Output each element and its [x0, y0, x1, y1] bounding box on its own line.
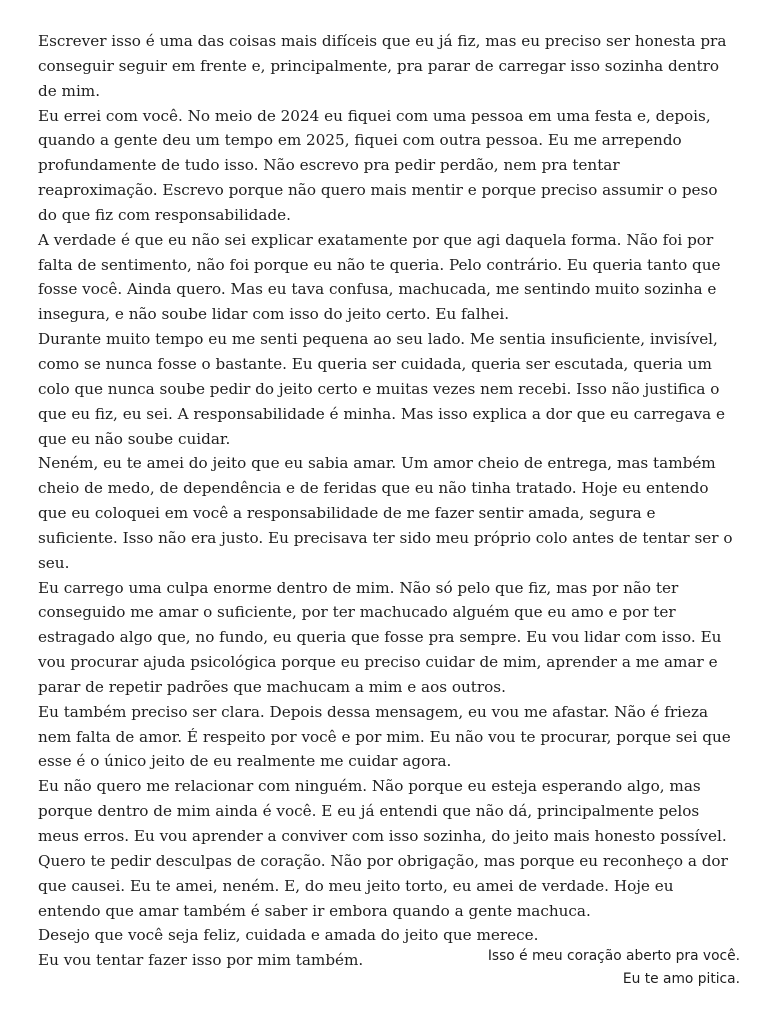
paragraph: Escrever isso é uma das coisas mais difíceis que eu já fiz, mas eu preciso ser honesta pra conseguir seguir em frente e, principalmente, pra parar de carregar isso sozinha dentro de mim. [38, 32, 727, 100]
signoff-line: Isso é meu coração aberto pra você. [487, 948, 740, 964]
paragraph: Desejo que você seja feliz, cuidada e amada do jeito que merece. [38, 926, 539, 945]
letter-body [38, 29, 738, 973]
signoff [488, 945, 740, 991]
paragraph: Eu carrego uma culpa enorme dentro de mim. Não só pelo que fiz, mas por não ter conseguido me amar o suficiente, por ter machucado alguém que eu amo e por ter estragado algo que, no fundo, eu queria que fosse pra sempre. Eu vou lidar com isso. Eu vou procurar ajuda psicológica porque eu preciso cuidar de mim, aprender a me amar e parar de repetir padrões que machucam a mim e aos outros. [38, 578, 722, 696]
paragraph: Eu vou tentar fazer isso por mim também. [38, 951, 364, 970]
paragraph: Eu também preciso ser clara. Depois dessa mensagem, eu vou me afastar. Não é frieza nem falta de amor. É respeito por você e por mim. Eu não vou te procurar, porque sei que esse é o único jeito de eu realmente me cuidar agora. [38, 702, 731, 771]
signoff-line: Eu te amo pitica. [622, 971, 740, 987]
paragraph: Eu errei com você. No meio de 2024 eu fiquei com uma pessoa em uma festa e, depois, quando a gente deu um tempo em 2025, fiquei com outra pessoa. Eu me arrependo profundamente de tudo isso. Não escrevo pra pedir perdão, nem pra tentar reaproximação. Escrevo porque não quero mais mentir e porque preciso assumir o peso do que fiz com responsabilidade. [38, 106, 718, 224]
paragraph: Durante muito tempo eu me senti pequena ao seu lado. Me sentia insuficiente, invisível, como se nunca fosse o bastante. Eu queria ser cuidada, queria ser escutada, queria um colo que nunca soube pedir do jeito certo e muitas vezes nem recebi. Isso não justifica o que eu fiz, eu sei. A responsabilidade é minha. Mas isso explica a dor que eu carregava e que eu não soube cuidar. [38, 330, 725, 448]
paragraph: Neném, eu te amei do jeito que eu sabia amar. Um amor cheio de entrega, mas também cheio de medo, de dependência e de feridas que eu não tinha tratado. Hoje eu entendo que eu coloquei em você a responsabilidade de me fazer sentir amada, segura e suficiente. Isso não era justo. Eu precisava ter sido meu próprio colo antes de tentar ser o seu. [38, 454, 733, 572]
paragraph: Eu não quero me relacionar com ninguém. Não porque eu esteja esperando algo, mas porque dentro de mim ainda é você. E eu já entendi que não dá, principalmente pelos meus erros. Eu vou aprender a conviver com isso sozinha, do jeito mais honesto possível. [38, 777, 727, 845]
paragraph: A verdade é que eu não sei explicar exatamente por que agi daquela forma. Não foi por falta de sentimento, não foi porque eu não te queria. Pelo contrário. Eu queria tanto que fosse você. Ainda quero. Mas eu tava confusa, machucada, me sentindo muito sozinha e insegura, e não soube lidar com isso do jeito certo. Eu falhei. [38, 230, 721, 324]
paragraph: Quero te pedir desculpas de coração. Não por obrigação, mas porque eu reconheço a dor que causei. Eu te amei, neném. E, do meu jeito torto, eu amei de verdade. Hoje eu entendo que amar também é saber ir embora quando a gente machuca. [38, 851, 728, 920]
